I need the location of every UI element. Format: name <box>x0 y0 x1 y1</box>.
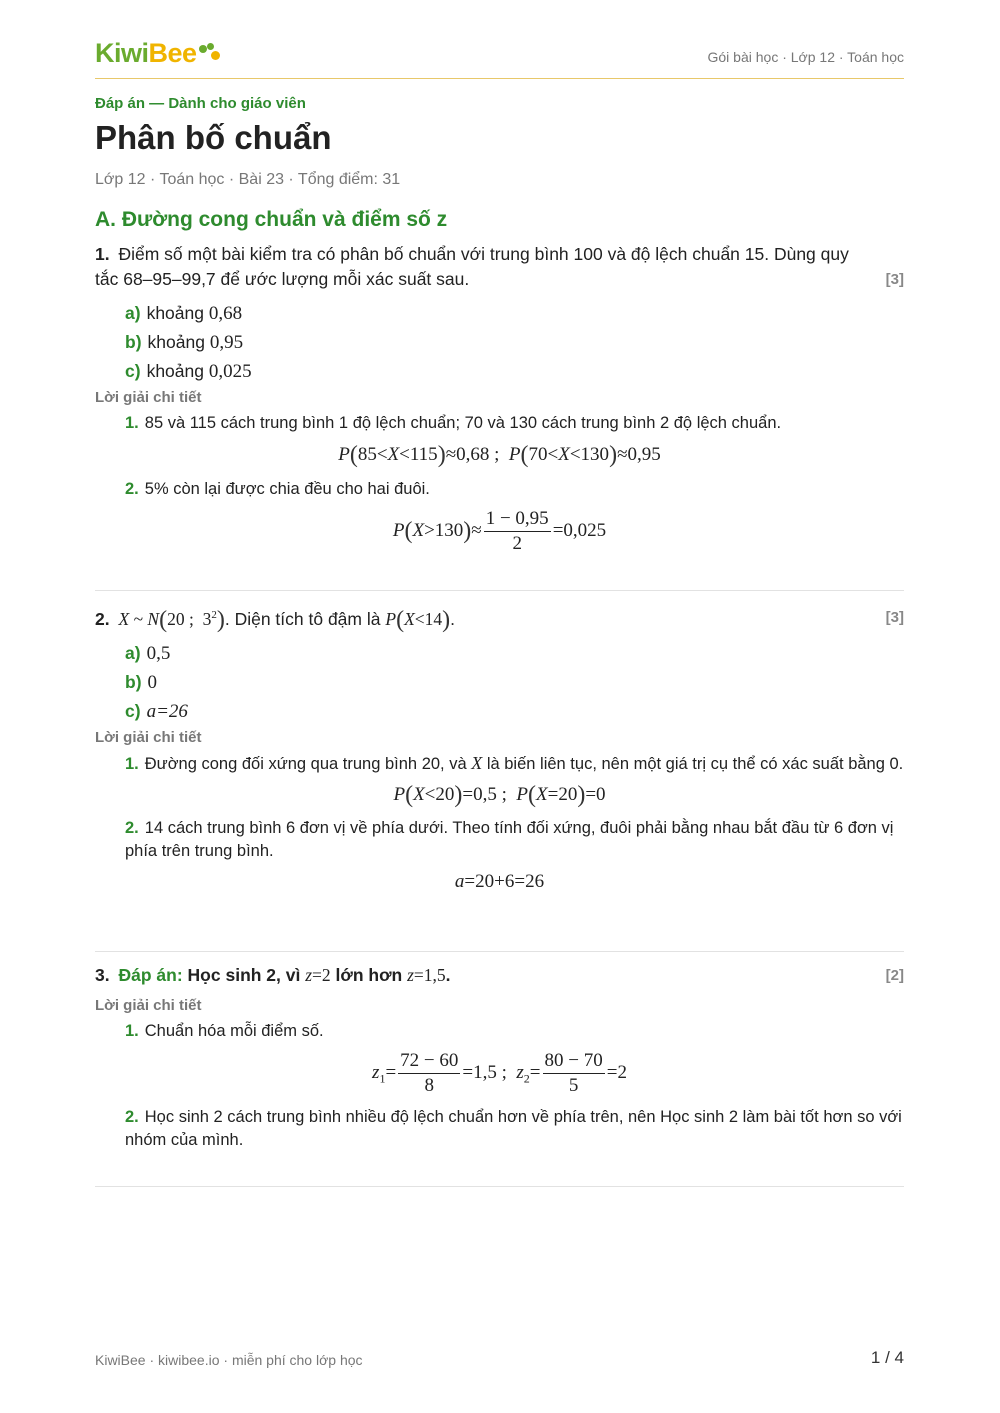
answer-key-label: Đáp án — Dành cho giáo viên <box>95 95 306 112</box>
points-badge: [3] <box>885 609 904 626</box>
question-2-prompt: 2. X ~ N(20 ; $3^2$). Diện tích tô đậm là P(X<14). <box>95 606 456 633</box>
equation: P(X<20)=0,5 ; P(X=20)=0 <box>393 781 606 808</box>
solution-heading: Lời giải chi tiết <box>95 997 202 1014</box>
answer-option: a) 0,5 <box>125 642 171 664</box>
lesson-meta: Lớp 12 · Toán học · Bài 23 · Tổng điểm: 31 <box>95 171 401 188</box>
page-number: 1 / 4 <box>870 1348 904 1367</box>
breadcrumb: Gói bài học · Lớp 12 · Toán học <box>707 49 904 65</box>
answer-option: a) khoảng 0,68 <box>125 303 243 324</box>
logo-dots-icon <box>199 43 221 61</box>
answer-option: c) khoảng 0,025 <box>125 361 252 382</box>
solution-step: 2. 14 cách trung bình 6 đơn vị về phía dưới. Theo tính đối xứng, đuôi phải bằng nhau bắt đầu từ 6 đơn vị phía trên trung bình. <box>125 818 894 860</box>
question-3-answer: 3. Đáp án: Học sinh 2, vì z=2 lớn hơn z=1,5. <box>95 965 451 985</box>
divider <box>95 1186 904 1187</box>
page-header <box>95 38 904 79</box>
question-2 <box>95 603 904 893</box>
question-1 <box>95 242 904 556</box>
solution-heading: Lời giải chi tiết <box>95 728 202 746</box>
section-heading: A. Đường cong chuẩn và điểm số z <box>95 208 448 231</box>
answer-option: b) khoảng 0,95 <box>125 332 244 353</box>
solution-step: 1. 85 và 115 cách trung bình 1 độ lệch chuẩn; 70 và 130 cách trung bình 2 độ lệch chuẩn. <box>125 414 782 432</box>
equation: P(85<X<115)≈0,68 ; P(70<X<130)≈0,95 <box>338 442 661 468</box>
worksheet-page <box>95 0 904 1413</box>
equation: a=20+6=26 <box>454 870 545 892</box>
question-3 <box>95 963 904 1152</box>
question-1-prompt: 1. Điểm số một bài kiểm tra có phân bố chuẩn với trung bình 100 và độ lệch chuẩn 15. Dùng quy tắc 68–95–99,7 để ước lượng mỗi xác suất sau. <box>95 244 849 289</box>
solution-step: 1. Đường cong đối xứng qua trung bình 20, và X là biến liên tục, nên một giá trị cụ thể có xác suất bằng 0. <box>125 752 904 773</box>
kiwibee-logo[interactable]: KiwiBee <box>95 38 197 68</box>
answer-option: c) a=26 <box>125 700 188 722</box>
answer-options <box>125 299 904 386</box>
solution-step: 1. Chuẩn hóa mỗi điểm số. <box>125 1022 324 1040</box>
divider <box>95 590 904 591</box>
answer-option: b) 0 <box>125 671 158 693</box>
footer-site-info: KiwiBee · kiwibee.io · miễn phí cho lớp học <box>95 1352 363 1368</box>
solution-step: 2. Học sinh 2 cách trung bình nhiều độ lệch chuẩn hơn về phía trên, nên Học sinh 2 làm bài tốt hơn so với nhóm của mình. <box>125 1108 902 1149</box>
answer-options <box>125 639 904 726</box>
points-badge: [3] <box>885 271 904 288</box>
solution-step: 2. 5% còn lại được chia đều cho hai đuôi. <box>125 480 430 498</box>
solution-heading: Lời giải chi tiết <box>95 389 202 406</box>
equation: $z_1=$ $\frac{72 - 60}{8}$ =1,5 ; $z_2=$ $\frac{80 - 70}{5}$ =2 <box>372 1050 627 1096</box>
points-badge: [2] <box>885 967 904 984</box>
page-title: Phân bố chuẩn <box>95 119 332 156</box>
equation: P(X>130)≈ $\frac{1 - 0,95}{2}$ =0,025 <box>392 508 607 554</box>
divider <box>95 951 904 952</box>
